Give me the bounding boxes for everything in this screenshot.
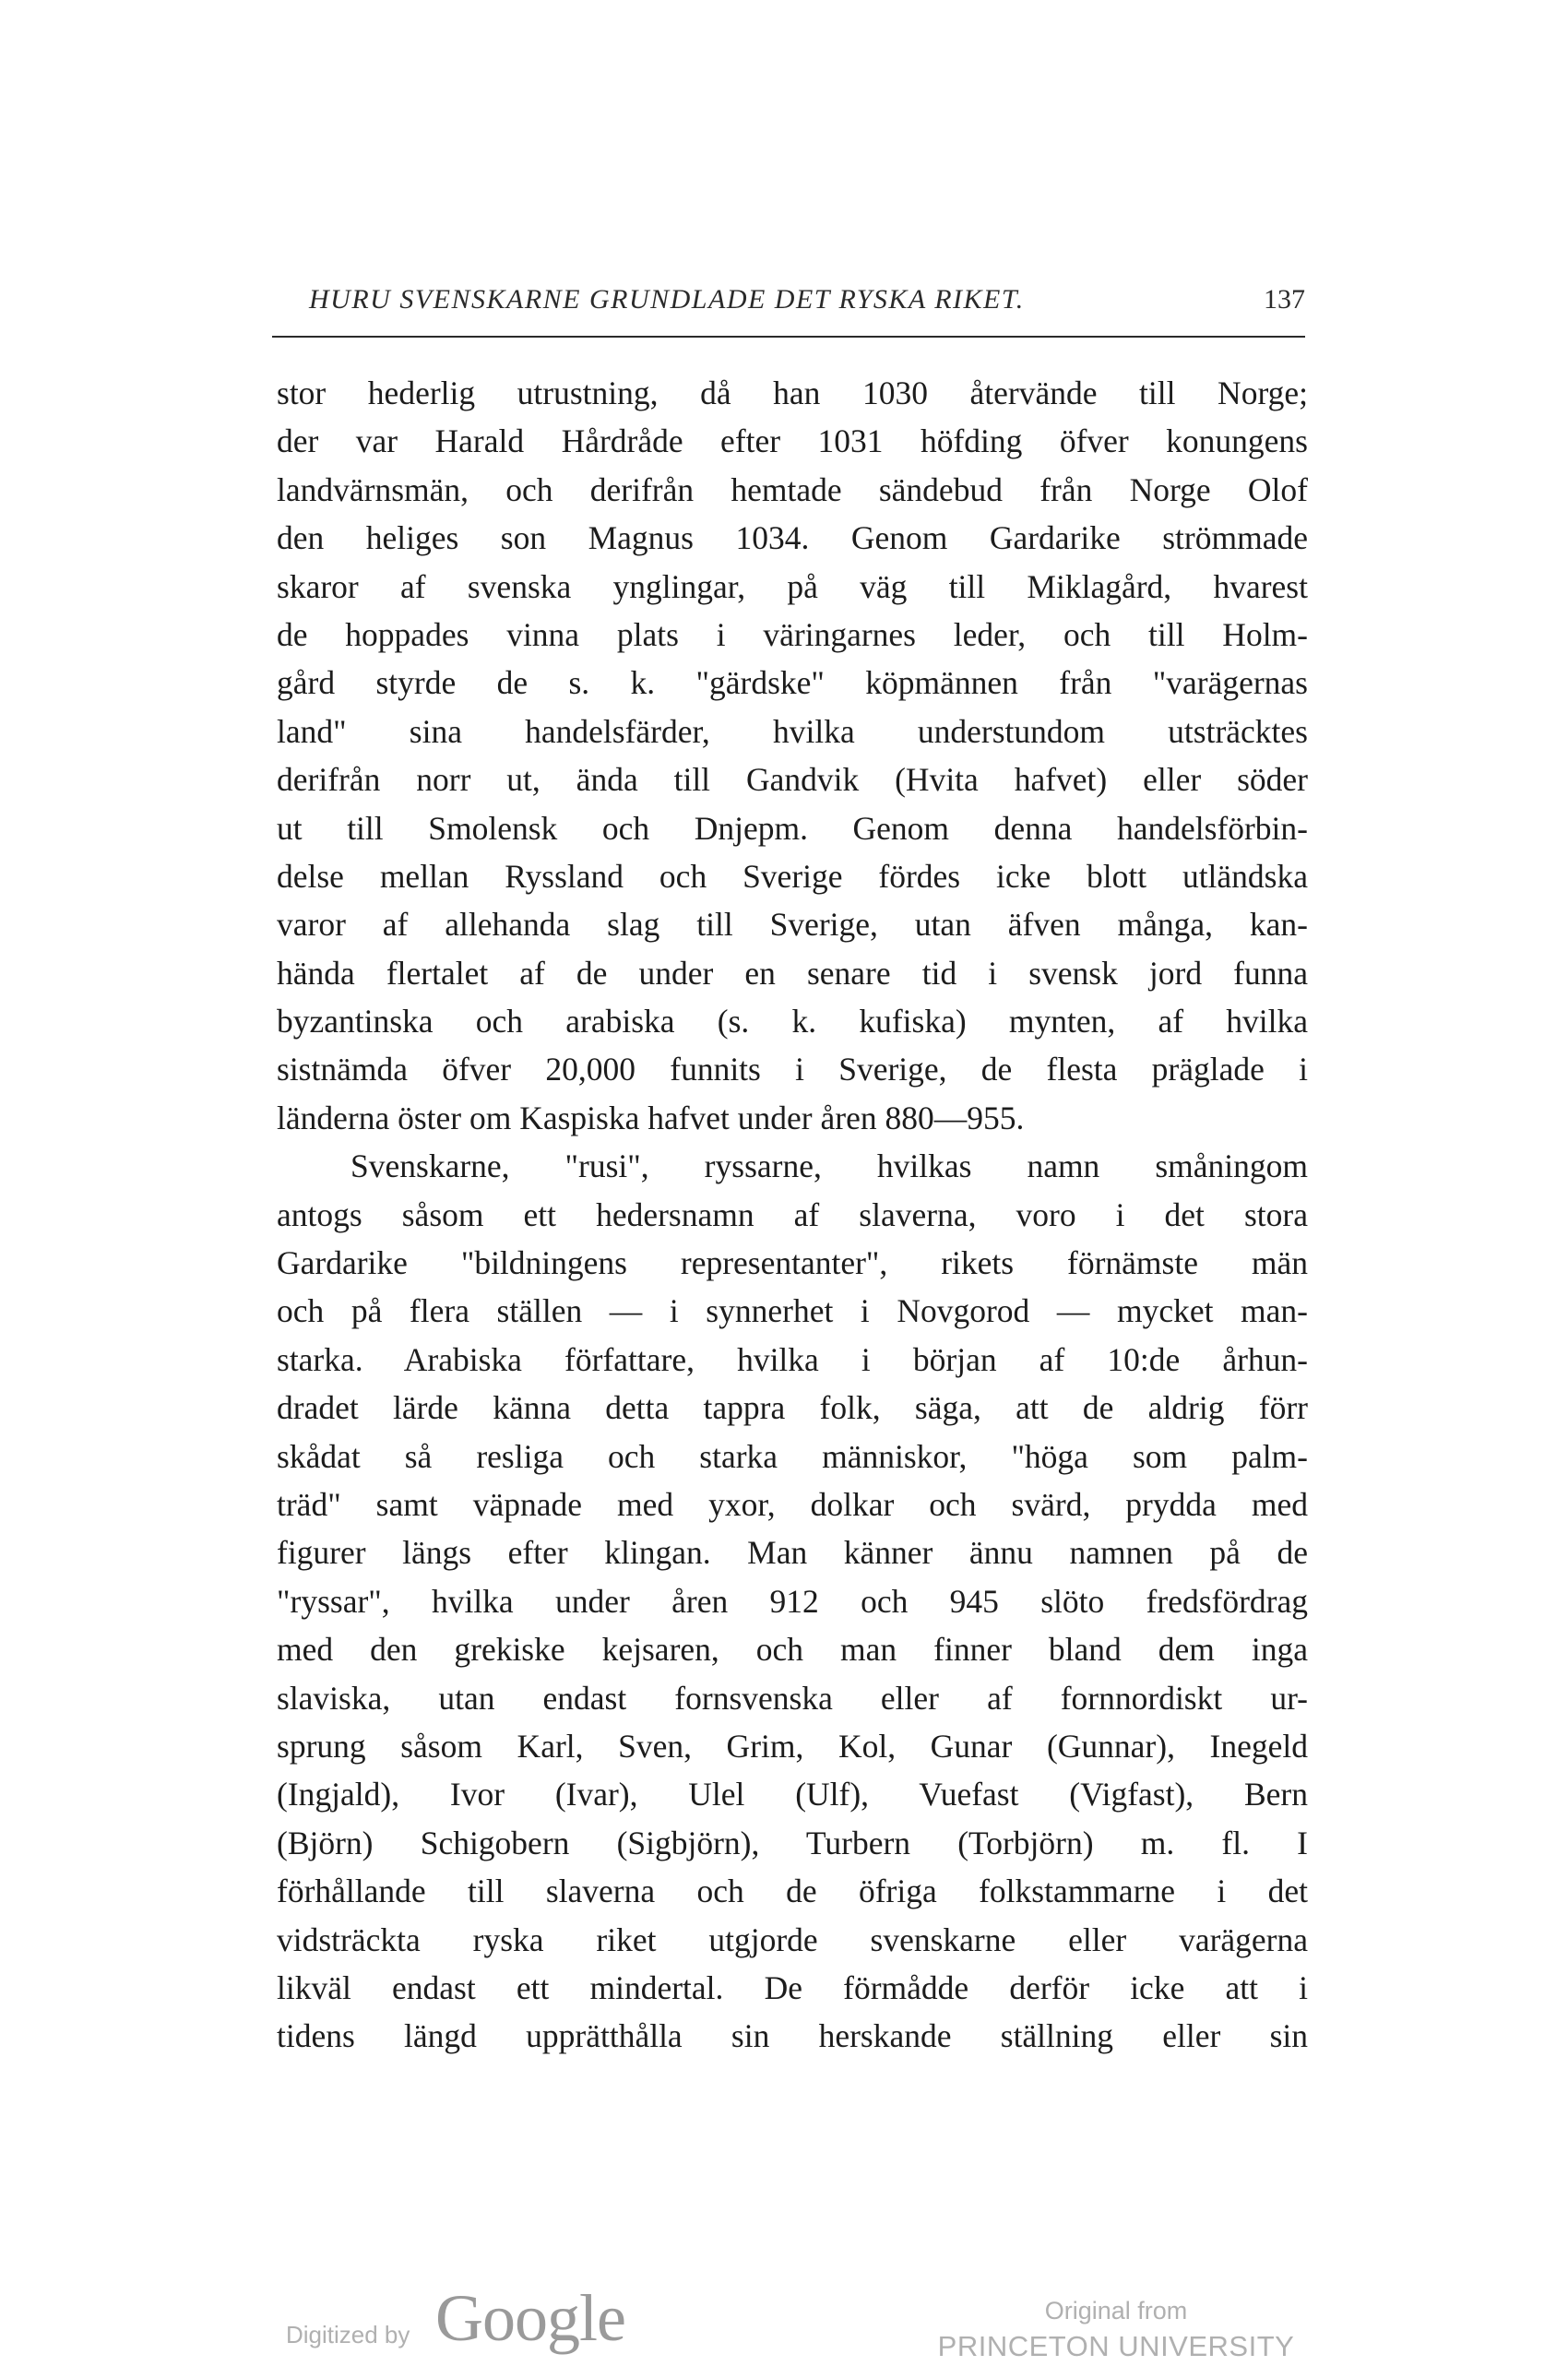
digitized-by-label: Digitized by xyxy=(286,2321,410,2348)
text-line: gård styrde de s. k. "gärdske" köpmännen från "varägernas xyxy=(277,664,1308,702)
text-line: (Björn) Schigobern (Sigbjörn), Turbern (Torbjörn) m. fl. I xyxy=(277,1824,1308,1861)
text-line: slaviska, utan endast fornsvenska eller af fornnordiskt ur- xyxy=(277,1679,1308,1717)
body-text xyxy=(277,369,1308,2061)
text-line: landvärnsmän, och derifrån hemtade sändebud från Norge Olof xyxy=(277,470,1308,508)
text-line: figurer längs efter klingan. Man känner ännu namnen på de xyxy=(277,1534,1308,1572)
running-head xyxy=(272,284,1305,330)
text-line: byzantinska och arabiska (s. k. kufiska) mynten, af hvilka xyxy=(277,1003,1308,1040)
text-line: de hoppades vinna plats i väringarnes leder, och till Holm- xyxy=(277,615,1308,653)
text-line: tidens längd upprätthålla sin herskande ställning eller sin xyxy=(277,2017,1308,2055)
text-line: och på flera ställen — i synnerhet i Novgorod — mycket man- xyxy=(277,1292,1308,1330)
text-line: med den grekiske kejsaren, och man finner bland dem inga xyxy=(277,1631,1308,1669)
text-line: (Ingjald), Ivor (Ivar), Ulel (Ulf), Vuefast (Vigfast), Bern xyxy=(277,1776,1308,1813)
text-line: sprung såsom Karl, Sven, Grim, Kol, Gunar (Gunnar), Inegeld xyxy=(277,1727,1308,1765)
text-line: der var Harald Hårdråde efter 1031 höfding öfver konungens xyxy=(277,422,1308,460)
text-line: land" sina handelsfärder, hvilka understundom utsträcktes xyxy=(277,712,1308,750)
text-line: "ryssar", hvilka under åren 912 och 945 slöto fredsfördrag xyxy=(277,1582,1308,1620)
text-line: likväl endast ett mindertal. De förmådde derför icke att i xyxy=(277,1968,1308,2006)
header-rule xyxy=(272,336,1305,338)
text-line: ut till Smolensk och Dnjepm. Genom denna handelsförbin- xyxy=(277,809,1308,847)
text-line: dradet lärde känna detta tappra folk, säga, att de aldrig förr xyxy=(277,1389,1308,1427)
text-line: länderna öster om Kaspiska hafvet under åren 880—955. xyxy=(277,1099,1025,1136)
text-line: starka. Arabiska författare, hvilka i början af 10:de århun- xyxy=(277,1340,1308,1378)
text-line: antogs såsom ett hedersnamn af slaverna, voro i det stora xyxy=(277,1195,1308,1233)
text-line: träd" samt väpnade med yxor, dolkar och svärd, prydda med xyxy=(277,1485,1308,1523)
text-line: hända flertalet af de under en senare tid i svensk jord funna xyxy=(277,954,1308,992)
page-number: 137 xyxy=(1264,284,1305,315)
text-line: vidsträckta ryska riket utgjorde svenskarne eller varägerna xyxy=(277,1920,1308,1958)
text-line: skådat så resliga och starka människor, "höga som palm- xyxy=(277,1437,1308,1475)
text-line: sistnämda öfver 20,000 funnits i Sverige, de flesta präglade i xyxy=(277,1051,1308,1088)
running-title: HURU SVENSKARNE GRUNDLADE DET RYSKA RIKET. xyxy=(309,284,1025,315)
text-line: varor af allehanda slag till Sverige, utan äfven många, kan- xyxy=(277,906,1308,944)
original-from-label: Original from xyxy=(1044,2297,1188,2324)
text-line: förhållande till slaverna och de öfriga folkstammarne i det xyxy=(277,1873,1308,1910)
google-logo: Google xyxy=(435,2281,625,2355)
digitization-footer xyxy=(0,2278,1568,2361)
text-line: Gardarike "bildningens representanter", rikets förnämste män xyxy=(277,1244,1308,1282)
paragraph-start-line: Svenskarne, "rusi", ryssarne, hvilkas namn småningom xyxy=(350,1147,1308,1185)
text-line: delse mellan Ryssland och Sverige fördes icke blott utländska xyxy=(277,857,1308,895)
institution-name: PRINCETON UNIVERSITY xyxy=(937,2330,1295,2362)
text-line: derifrån norr ut, ända till Gandvik (Hvita hafvet) eller söder xyxy=(277,761,1308,799)
text-line: stor hederlig utrustning, då han 1030 återvände till Norge; xyxy=(277,375,1308,411)
text-line: den heliges son Magnus 1034. Genom Gardarike strömmade xyxy=(277,519,1308,557)
text-line: skaror af svenska ynglingar, på väg till Miklagård, hvarest xyxy=(277,567,1308,605)
